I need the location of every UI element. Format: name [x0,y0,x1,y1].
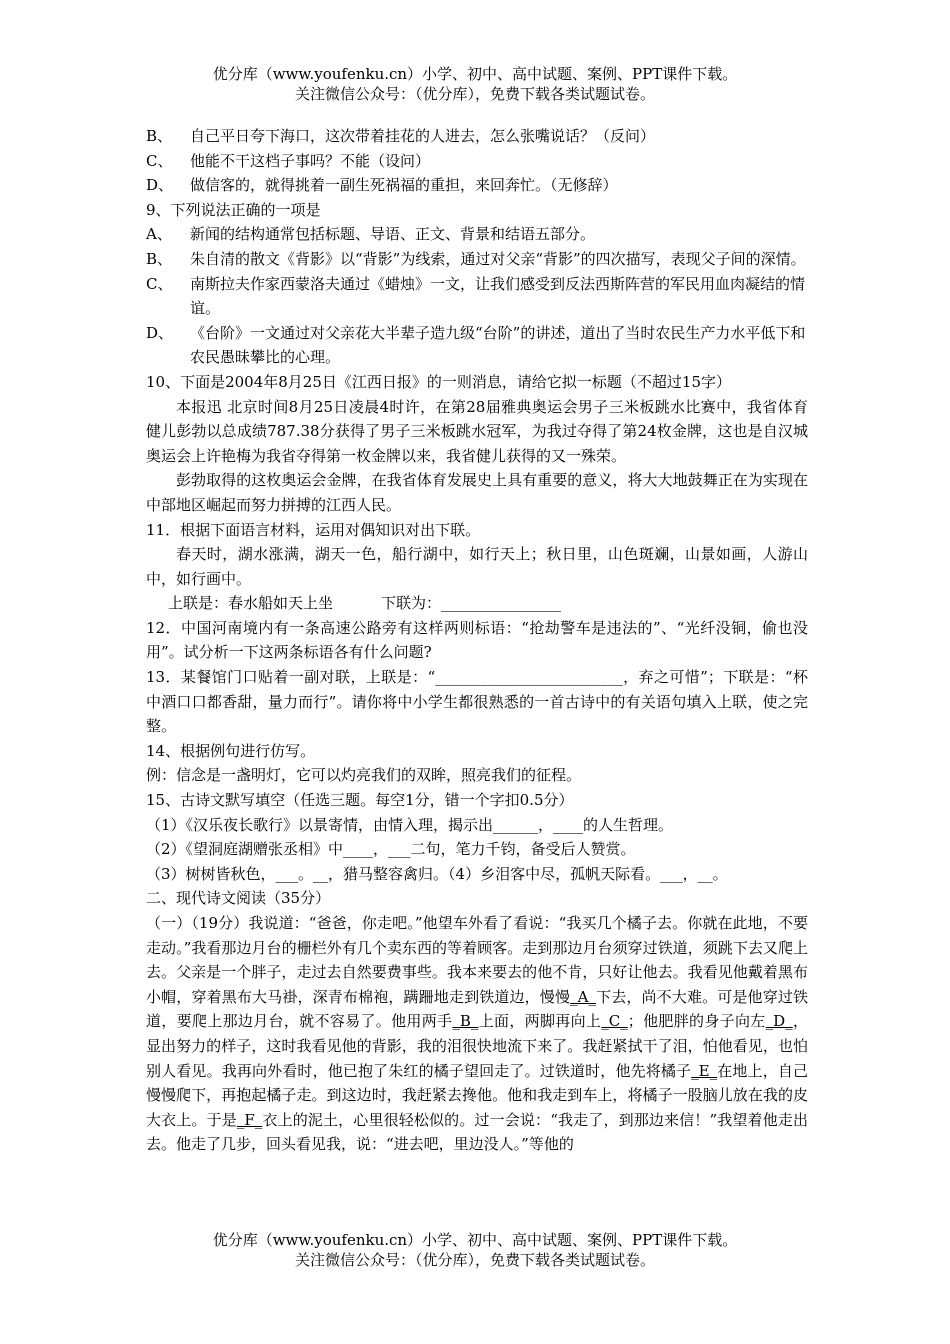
q9-stem: 9、下列说法正确的一项是 [146,200,321,219]
q13-text: 13．某餐馆门口贴着一副对联，上联是：“_________________________，弃之可惜”；下联是：“杯中酒口口都香甜，量力而行”。请你将中小学生都很熟悉的一首古诗中的有关语句填入上联，使之完整。 [146,668,808,736]
q10-news-para-2: 彭勃取得的这枚奥运会金牌，在我省体育发展史上具有重要的意义，将大大地鼓舞正在为实现在中部地区崛起而努力拼搏的江西人民。 [146,471,808,514]
blank-e: _E_ [691,1061,718,1080]
q14-stem: 14、根据例句进行仿写。 [146,741,316,760]
header-line-1: 优分库（www.youfenku.cn）小学、初中、高中试题、案例、PPT课件下载。 [212,65,738,83]
q15-item-1: （1）《汉乐夜长歌行》以景寄情，由情入理，揭示出______，____的人生哲理。 [146,815,674,834]
q9-option-c: C、 南斯拉夫作家西蒙洛夫通过《蜡烛》一文，让我们感受到反法西斯阵营的军民用血肉凝结的情谊。 [146,274,806,318]
q9-option-a: A、 新闻的结构通常包括标题、导语、正文、背景和结语五部分。 [146,225,596,244]
q12-text: 12．中国河南境内有一条高速公路旁有这样两则标语：“抢劫警车是违法的”、“光纤没铜，偷也没用”。试分析一下这两条标语各有什么问题? [146,618,808,662]
footer-line-2: 关注微信公众号：（优分库），免费下载各类试题试卷。 [294,1251,655,1269]
q8-option-c: C、 他能不干这档子事吗？不能（设问） [146,151,431,170]
q15-stem: 15、古诗文默写填空（任选三题。每空1分，错一个字扣0.5分） [146,791,574,810]
header-line-2: 关注微信公众号：（优分库），免费下载各类试题试卷。 [294,85,655,103]
footer-line-1: 优分库（www.youfenku.cn）小学、初中、高中试题、案例、PPT课件下载。 [212,1231,738,1249]
q15-item-3: （3）树树皆秋色，___。__，猎马整容禽归。（4）乡泪客中尽，孤帆天际看。___，__。 [146,864,728,883]
q8-option-d: D、 做信客的，就得挑着一副生死祸福的重担，来回奔忙。（无修辞） [146,176,618,195]
q11-material: 春天时，湖水涨满，湖天一色，船行湖中，如行天上；秋日里，山色斑斓，山景如画，人游山中，如行画中。 [146,545,808,588]
reading-passage: （一）（19分）我说道：“爸爸，你走吧。”他望车外看了看说：“我买几个橘子去。你就在此地，不要走动。”我看那边月台的栅栏外有几个卖东西的等着顾客。走到那边月台须穿过铁道，须跳下去又爬上去。父亲是一个胖子，走过去自然要费事些。我本来要去的他不肯，只好让他去。我看见他戴着黑布小帽，穿着黑布大马褂，深青布棉袍，蹒跚地走到铁道边，慢慢_A_下去，尚不大难。可是他穿过铁道，要爬上那边月台，就不容易了。他用两手_B_上面，两脚再向上_C_；他肥胖的身子向左_D_，显出努力的样子，这时我看见他的背影，我的泪很快地流下来了。我赶紧拭干了泪，怕他看见，也怕别人看见。我再向外看时，他已抱了朱红的橘子望回走了。过铁道时，他先将橘子_E_在地上，自己慢慢爬下，再抱起橘子走。到这边时，我赶紧去搀他。他和我走到车上，将橘子一股脑儿放在我的皮大衣上。于是_F_衣上的泥土，心里很轻松似的。过一会说：“我走了，到那边来信！”我望着他走出去。他走了几步，回头看见我，说：“进去吧，里边没人。”等他的 [146,914,808,1154]
page-header [0,64,950,104]
blank-d: _D_ [765,1012,793,1031]
q11-couplet [146,591,808,616]
section-2-title: 二、现代诗文阅读（35分） [146,889,331,908]
q9-option-d: D、 《台阶》一文通过对父亲花大半辈子造九级“台阶”的讲述，道出了当时农民生产力水平低下和农民愚昧攀比的心理。 [146,323,806,367]
q8-option-b: B、 自己平日夸下海口，这次带着挂花的人进去，怎么张嘴说话？（反问） [146,127,656,145]
q13-blank: _________________________ [435,668,623,687]
q14-example: 例：信念是一盏明灯，它可以灼亮我们的双眸，照亮我们的征程。 [146,766,582,785]
q10-stem: 10、下面是2004年8月25日《江西日报》的一则消息，请给它拟一标题（不超过15字） [146,372,731,391]
q11-stem: 11．根据下面语言材料，运用对偶知识对出下联。 [146,520,481,539]
blank-b: _B_ [452,1012,479,1031]
blank-f: _F_ [236,1110,263,1129]
blank-c: _C_ [601,1012,628,1031]
q9-option-b: B、 朱自清的散文《背影》以“背影”为线索，通过对父亲“背影”的四次描写，表现父子间的深情。 [146,249,806,268]
q11-upper: 上联是：春水船如天上坐 [168,594,334,613]
page-footer [0,1230,950,1270]
q15-item-2: （2）《望洞庭湖赠张丞相》中____，___二句，笔力千钧，备受后人赞赏。 [146,840,636,859]
q10-news-para-1: 本报迅 北京时间8月25日凌晨4时许，在第28届雅典奥运会男子三米板跳水比赛中，我省体育健儿彭勃以总成绩787.38分获得了男子三米板跳水冠军，为我过夺得了第24枚金牌，这也是自汉城奥运会上许艳梅为我省夺得第一枚金牌以来，我省健儿获得的又一殊荣。 [146,397,808,465]
blank-a: _A_ [570,987,596,1006]
q11-lower-label: 下联为： [381,594,442,613]
document-body [146,124,808,1157]
q11-lower-blank: ________________ [441,594,562,613]
